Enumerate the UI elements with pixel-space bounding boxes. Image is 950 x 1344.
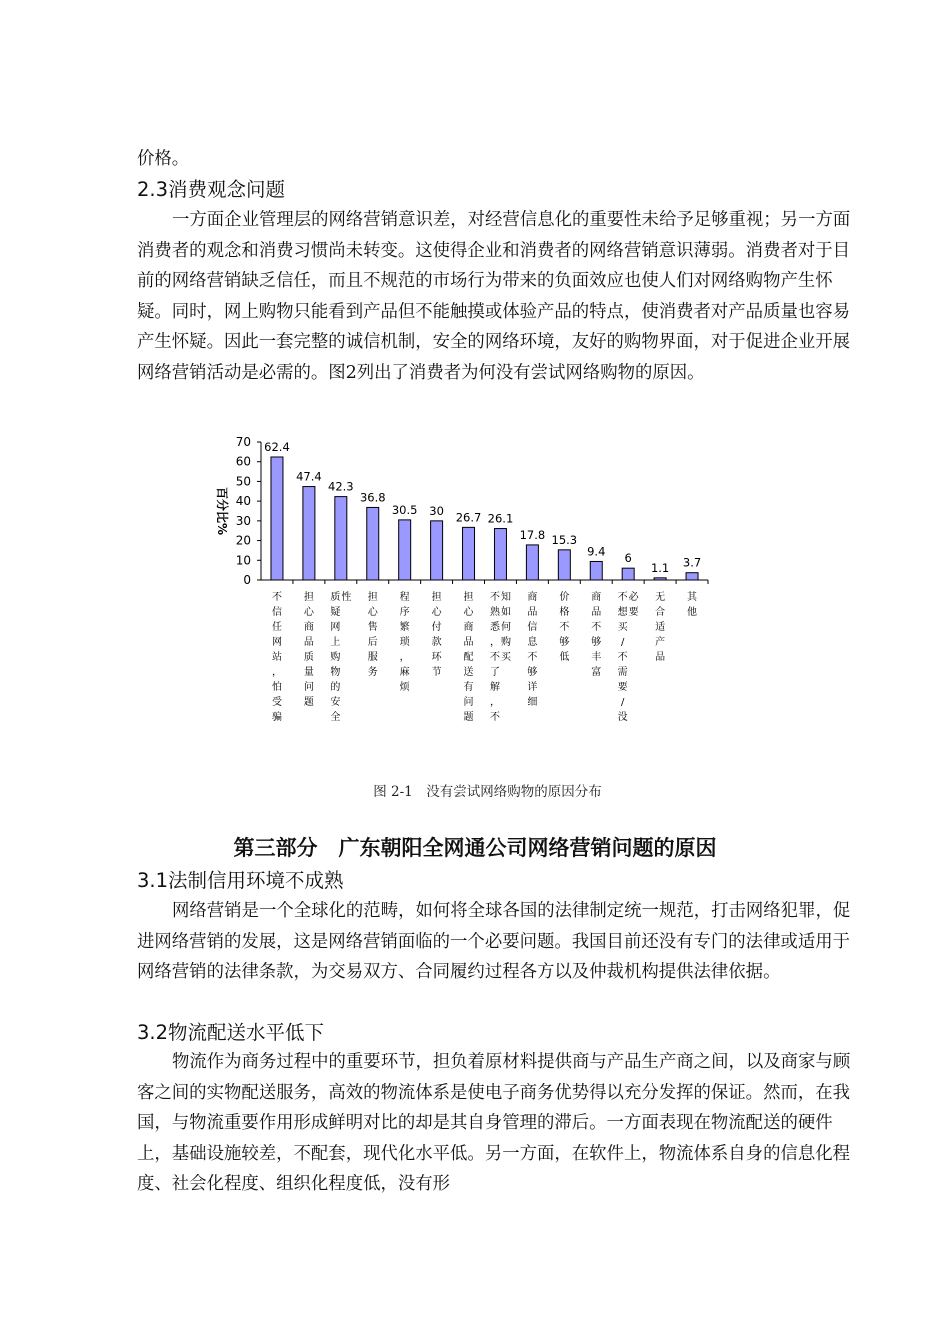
bar <box>271 457 283 580</box>
section-3-1-body: 网络营销是一个全球化的范畴，如何将全球各国的法律制定统一规范，打击网络犯罪，促进网络营销的发展，这是网络营销面临的一个必要问题。我国目前还没有专门的法律或适用于网络营销的法律条款，为交易双方、合同履约过程各方以及仲裁机构提供法律依据。 <box>137 901 851 982</box>
y-tick-label: 70 <box>235 435 251 449</box>
bar <box>686 573 698 580</box>
bar-value-label: 6 <box>624 551 632 566</box>
x-category-label: 无合适产品 <box>655 592 666 663</box>
bar <box>526 545 538 580</box>
bar <box>590 561 602 580</box>
bar <box>367 507 379 580</box>
bar <box>494 529 506 580</box>
bar-chart <box>198 428 718 758</box>
x-category-label: 价格不够低 <box>559 592 570 663</box>
x-category-label: 其他 <box>687 592 698 618</box>
y-tick-label: 30 <box>235 513 251 528</box>
section-heading-3-1: 3.1法制信用环境不成熟 <box>137 869 344 892</box>
y-tick-label: 60 <box>235 454 251 469</box>
y-tick-label: 0 <box>243 573 251 587</box>
bar <box>399 520 411 580</box>
section-heading-2-3: 2.3消费观念问题 <box>137 178 286 201</box>
x-category-label: 担心付款环节 <box>431 592 442 678</box>
bar-value-label: 1.1 <box>650 560 670 575</box>
section-heading-3-2: 3.2物流配送水平低下 <box>137 1021 325 1044</box>
bar-value-label: 47.4 <box>296 469 322 484</box>
x-category-label: 商品不够丰富 <box>591 592 602 678</box>
section-2-3-body: 一方面企业管理层的网络营销意识差，对经营信息化的重要性未给予足够重视；另一方面消费者的观念和消费习惯尚未转变。这使得企业和消费者的网络营销意识薄弱。消费者对于目前的网络营销缺乏信任，而且不规范的市场行为带来的负面效应也使人们对网络购物产生怀疑。同时，网上购物只能看到产品但不能触摸或体验产品的特点，使消费者对产品质量也容易产生怀疑。因此一套完整的诚信机制，安全的网络环境，友好的购物界面，对于促进企业开展网络营销活动是必需的。图2列出了消费者为何没有尝试网络购物的原因。 <box>137 210 851 383</box>
bar <box>558 550 570 580</box>
x-category-label: 程序繁琐，麻烦 <box>399 592 410 693</box>
bar-value-label: 26.1 <box>487 511 514 526</box>
bar-chart-svg <box>198 428 718 758</box>
bar-value-label: 30.5 <box>391 502 418 517</box>
x-category-label: 商品信息不够详细 <box>527 592 538 708</box>
bar <box>654 578 666 580</box>
bar-value-label: 3.7 <box>682 555 702 570</box>
part-three-title: 第三部分 广东朝阳全网通公司网络营销问题的原因 <box>233 836 717 860</box>
bar <box>303 487 315 580</box>
x-category-label: 不想买/不需要/没必要 <box>617 592 639 723</box>
bar-value-label: 42.3 <box>328 479 354 494</box>
bar-value-label: 17.8 <box>519 527 546 542</box>
bar <box>622 568 634 580</box>
bar-value-label: 36.8 <box>359 490 386 505</box>
bar <box>463 527 475 580</box>
bar <box>335 497 347 580</box>
bar-value-label: 62.4 <box>264 439 290 454</box>
bar-value-label: 26.7 <box>455 510 482 525</box>
figure-caption: 图 2-1 没有尝试网络购物的原因分布 <box>373 784 602 800</box>
x-category-label: 担心商品配送有问题 <box>463 592 474 723</box>
x-category-label: 质疑网上购物的安全性 <box>330 592 352 723</box>
bar <box>431 521 443 580</box>
bar-value-label: 30 <box>429 503 444 518</box>
x-category-label: 不熟悉，不了解，不知如何购买 <box>489 592 511 723</box>
x-category-label: 担心售后服务 <box>367 592 378 678</box>
section-3-2-body: 物流作为商务过程中的重要环节，担负着原材料提供商与产品生产商之间，以及商家与顾客之间的实物配送服务，高效的物流体系是使电子商务优势得以充分发挥的保证。然而，在我国，与物流重要作用形成鲜明对比的却是其自身管理的滞后。一方面表现在物流配送的硬件上，基础设施较差，不配套，现代化水平低。另一方面，在软件上，物流体系自身的信息化程度、社会化程度、组织化程度低，没有形 <box>137 1052 851 1194</box>
bar-value-label: 9.4 <box>587 544 606 559</box>
x-category-label: 不信任网站，怕受骗 <box>271 592 282 723</box>
x-category-label: 担心商品质量问题 <box>303 592 314 708</box>
y-tick-label: 50 <box>235 474 251 489</box>
y-axis-label: 百分比% <box>215 486 229 536</box>
y-tick-label: 20 <box>235 533 251 548</box>
y-tick-label: 10 <box>235 553 251 568</box>
bar-value-label: 15.3 <box>551 532 578 547</box>
y-tick-label: 40 <box>235 494 251 509</box>
paragraph-continued: 价格。 <box>137 149 190 169</box>
